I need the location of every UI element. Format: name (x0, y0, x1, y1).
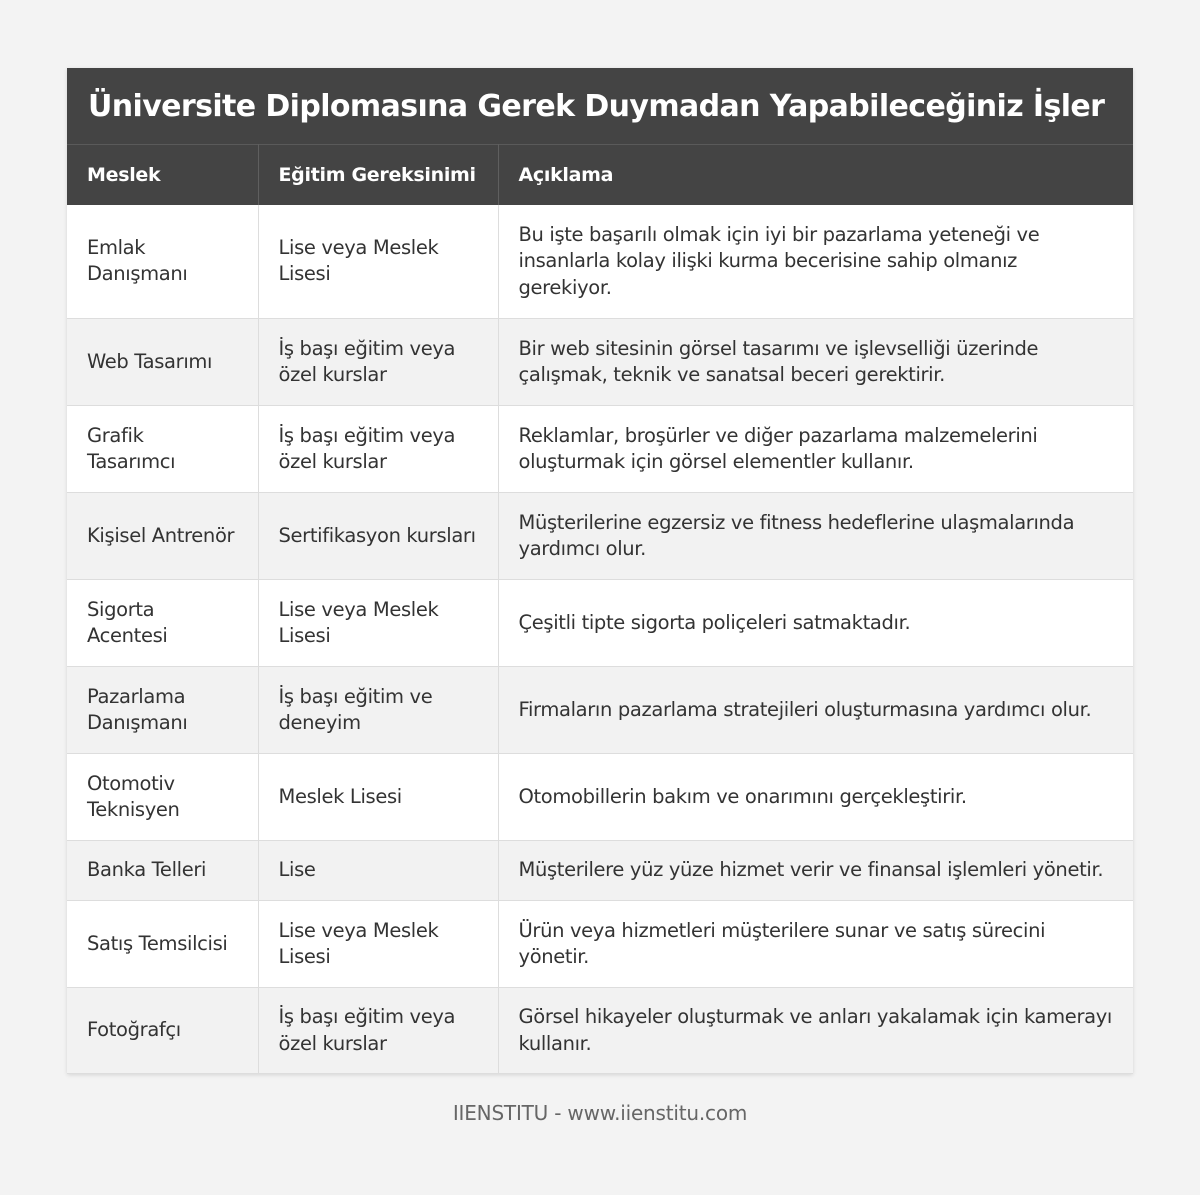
table-title: Üniversite Diplomasına Gerek Duymadan Yapabileceğiniz İşler (67, 68, 1133, 144)
column-header-egitim: Eğitim Gereksinimi (258, 145, 498, 205)
footer-credit: IIENSTITU - www.iienstitu.com (452, 1101, 748, 1125)
table-row (67, 319, 1133, 406)
jobs-table-card (67, 68, 1133, 1074)
cell-meslek: Web Tasarımı (67, 319, 258, 406)
table-row (67, 493, 1133, 580)
cell-aciklama: Görsel hikayeler oluşturmak ve anları yakalamak için kamerayı kullanır. (498, 988, 1133, 1074)
header-row (67, 145, 1133, 205)
cell-egitim: Lise veya Meslek Lisesi (258, 205, 498, 319)
table-row (67, 667, 1133, 754)
table-row (67, 205, 1133, 319)
cell-aciklama: Bu işte başarılı olmak için iyi bir pazarlama yeteneği ve insanlarla kolay ilişki kurma becerisine sahip olmanız gerekiyor. (498, 205, 1133, 319)
table-row (67, 901, 1133, 988)
cell-aciklama: Reklamlar, broşürler ve diğer pazarlama malzemelerini oluşturmak için görsel elementler kullanır. (498, 406, 1133, 493)
table-row (67, 841, 1133, 901)
table-header (67, 145, 1133, 205)
cell-egitim: Meslek Lisesi (258, 754, 498, 841)
cell-egitim: Lise veya Meslek Lisesi (258, 901, 498, 988)
cell-meslek: Otomotiv Teknisyen (67, 754, 258, 841)
cell-meslek: Emlak Danışmanı (67, 205, 258, 319)
cell-egitim: Lise (258, 841, 498, 901)
cell-meslek: Satış Temsilcisi (67, 901, 258, 988)
table-row (67, 406, 1133, 493)
cell-meslek: Kişisel Antrenör (67, 493, 258, 580)
table-row (67, 988, 1133, 1074)
cell-egitim: İş başı eğitim ve deneyim (258, 667, 498, 754)
cell-egitim: İş başı eğitim veya özel kurslar (258, 406, 498, 493)
column-header-aciklama: Açıklama (498, 145, 1133, 205)
cell-egitim: İş başı eğitim veya özel kurslar (258, 319, 498, 406)
cell-egitim: Lise veya Meslek Lisesi (258, 580, 498, 667)
cell-aciklama: Çeşitli tipte sigorta poliçeleri satmaktadır. (498, 580, 1133, 667)
jobs-table (67, 144, 1133, 1074)
cell-aciklama: Otomobillerin bakım ve onarımını gerçekleştirir. (498, 754, 1133, 841)
table-row (67, 754, 1133, 841)
column-header-meslek: Meslek (67, 145, 258, 205)
cell-meslek: Grafik Tasarımcı (67, 406, 258, 493)
cell-meslek: Sigorta Acentesi (67, 580, 258, 667)
cell-aciklama: Ürün veya hizmetleri müşterilere sunar ve satış sürecini yönetir. (498, 901, 1133, 988)
cell-meslek: Fotoğrafçı (67, 988, 258, 1074)
table-row (67, 580, 1133, 667)
cell-meslek: Banka Telleri (67, 841, 258, 901)
cell-meslek: Pazarlama Danışmanı (67, 667, 258, 754)
cell-egitim: İş başı eğitim veya özel kurslar (258, 988, 498, 1074)
cell-aciklama: Müşterilerine egzersiz ve fitness hedeflerine ulaşmalarında yardımcı olur. (498, 493, 1133, 580)
cell-aciklama: Müşterilere yüz yüze hizmet verir ve finansal işlemleri yönetir. (498, 841, 1133, 901)
table-body (67, 205, 1133, 1074)
cell-aciklama: Bir web sitesinin görsel tasarımı ve işlevselliği üzerinde çalışmak, teknik ve sanatsal beceri gerektirir. (498, 319, 1133, 406)
cell-egitim: Sertifikasyon kursları (258, 493, 498, 580)
cell-aciklama: Firmaların pazarlama stratejileri oluşturmasına yardımcı olur. (498, 667, 1133, 754)
